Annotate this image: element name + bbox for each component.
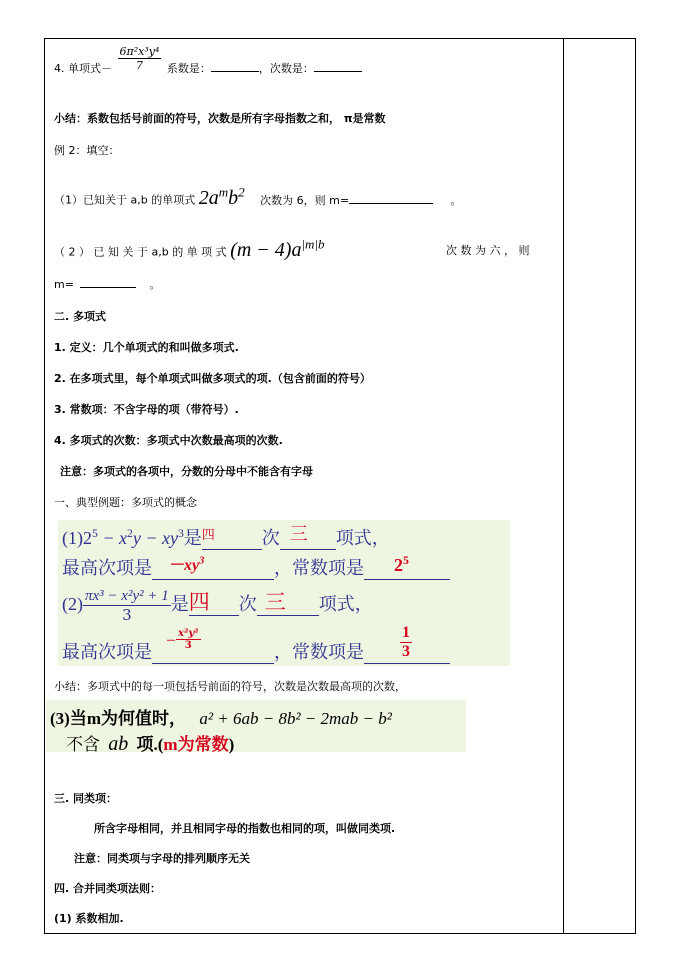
q4-frac-num: 6π²x³y⁴ [119, 44, 160, 58]
sec2-item-4: 4. 多项式的次数：多项式中次数最高项的次数. [54, 434, 283, 447]
box3-line1 [50, 704, 392, 729]
box1-ans3 [168, 552, 204, 575]
box3-line2-b: 项.( [136, 735, 164, 754]
q1-expr [198, 184, 245, 209]
box2-xiangshi: 项式， [318, 594, 373, 615]
box2-line2 [62, 624, 450, 664]
q2-expr [230, 236, 325, 261]
box1-xiangshi: 项式， [335, 528, 390, 548]
box3-line1-b: 为何值时， [101, 709, 186, 728]
sec2-item-1: 1. 定义：几个单项式的和叫做多项式. [54, 341, 239, 354]
sec3-note: 注意：同类项与字母的排列顺序无关 [74, 852, 250, 865]
box1-ans4 [394, 554, 409, 576]
column-divider [563, 38, 564, 934]
q2-text: （ 2 ） 已 知 关 于 a,b 的 单 项 式 [54, 245, 227, 259]
box2-ans4-den: 3 [402, 643, 410, 660]
q1-text: （1）已知关于 a,b 的单项式 [54, 193, 196, 207]
box2-fraction [83, 588, 171, 624]
box1-ci: 次 [261, 528, 280, 548]
sec4-item-1: (1) 系数相加. [54, 912, 124, 925]
box3-expr: a² + 6ab − 8b² − 2mab − b² [199, 709, 392, 728]
example-title: 一、典型例题：多项式的概念 [54, 496, 197, 509]
box1-ans4-sup: 5 [403, 554, 409, 567]
box2-ans3 [166, 628, 201, 651]
q2-sup: |m|b [301, 236, 325, 251]
q1-expr-a: 2a [198, 186, 219, 209]
box1-ans4-slot[interactable] [364, 554, 450, 580]
box3-line2 [66, 730, 234, 756]
box2-frac-num: πx³ − x²y² + 1 [85, 588, 169, 604]
q4-fraction [118, 45, 162, 72]
q1-sup-2: 2 [238, 184, 245, 199]
box2-ans1: 四 [188, 590, 210, 615]
q4-frac-den: 7 [135, 58, 143, 72]
q4-deg-label: ，次数是： [258, 62, 314, 75]
box2-line1 [62, 588, 373, 624]
box2-ans2-slot[interactable] [257, 590, 319, 616]
box2-ans2: 三 [264, 590, 286, 615]
box1-line2-a: 最高次项是 [62, 558, 152, 578]
box1-line1 [62, 524, 390, 550]
q1-blank[interactable] [349, 192, 433, 204]
summary-2: 小结：多项式中的每一项包括号前面的符号，次数是次数最高项的次数， [54, 680, 406, 693]
q4-coef-label: 系数是： [166, 62, 211, 75]
q4-line [54, 44, 362, 76]
page-frame [44, 38, 636, 934]
box2-ans3-sign: － [166, 636, 176, 647]
q2-expr-main: (m − 4)a [230, 238, 302, 261]
box3-line2-a: 不含 [66, 735, 100, 754]
box2-ans4 [400, 624, 412, 661]
q2-line2 [54, 276, 160, 292]
q2-tail: 次 数 为 六 ， 则 [446, 244, 530, 257]
q1-tail: 次数为 6，则 m= [260, 193, 350, 207]
sec2-title: 二. 多项式 [54, 310, 107, 323]
box2-ans4-slot[interactable] [364, 624, 450, 664]
box2-ans3-slot[interactable] [152, 628, 274, 664]
q1-sup-m: m [218, 184, 229, 199]
box2-frac-den: 3 [122, 606, 132, 624]
box1-pre: (1)2 [62, 528, 92, 548]
box2-ans4-num: 1 [402, 624, 410, 641]
box2-ans3-frac [176, 628, 201, 651]
sec2-item-3: 3. 常数项：不含字母的项（带符号）. [54, 403, 239, 416]
sec3-def: 所含字母相同，并且相同字母的指数也相同的项，叫做同类项. [94, 822, 396, 835]
box1-ans3-sup: 3 [199, 555, 205, 567]
box1-ans1: 四 [201, 527, 215, 542]
box1-is: 是 [183, 528, 202, 548]
box2-is: 是 [170, 594, 189, 615]
box1-ans4-base: 2 [394, 555, 403, 575]
box2-pre: (2) [62, 594, 83, 615]
box1-ans3-slot[interactable] [152, 555, 274, 580]
q4-deg-blank[interactable] [314, 60, 362, 72]
example-2-title: 例 2：填空： [54, 144, 120, 157]
sec2-item-2: 2. 在多项式里，每个单项式叫做多项式的项.（包含前面的符号） [54, 372, 371, 385]
summary-1: 小结：系数包括号前面的符号，次数是所有字母指数之和， π是常数 [54, 112, 386, 125]
box1-ans2: 三 [289, 524, 308, 544]
box2-ans3-den: 3 [184, 640, 192, 651]
q4-coef-blank[interactable] [211, 60, 259, 72]
box1-ans1-slot[interactable] [202, 528, 262, 550]
box2-ci: 次 [238, 594, 257, 615]
box2-line2-a: 最高次项是 [62, 642, 152, 662]
box3-note: m为常数 [163, 735, 229, 754]
box3-line2-c: ) [228, 735, 235, 754]
box1-sup3: 3 [177, 527, 184, 540]
box1-sup1: 5 [92, 527, 98, 540]
box1-line2-b: ，常数项是 [274, 558, 364, 578]
box1-mid1: − x [97, 528, 127, 548]
q2-blank[interactable] [80, 276, 136, 288]
q1-line [54, 184, 462, 210]
box1-mid2: y − xy [132, 528, 178, 548]
q2-end: 。 [149, 278, 161, 291]
sec2-note: 注意：多项式的各项中，分数的分母中不能含有字母 [60, 465, 313, 478]
sec3-title: 三. 同类项： [54, 792, 118, 805]
box1-sup2: 2 [126, 527, 133, 540]
box3-m: m [86, 709, 101, 728]
q1-expr-b: b [228, 186, 239, 209]
box2-ans3-num: x²y² [178, 628, 199, 639]
box3-ab: ab [108, 733, 129, 755]
box1-ans2-slot[interactable] [280, 524, 336, 550]
q1-end: 。 [450, 193, 462, 207]
q2-line [54, 236, 325, 262]
box2-line2-b: ，常数项是 [274, 642, 364, 662]
q4-label: 4. 单项式－ [54, 62, 112, 75]
box2-ans1-slot[interactable] [188, 590, 239, 616]
box1-line2 [62, 554, 450, 580]
box3-line1-a: (3)当 [50, 709, 87, 728]
sec4-title: 四. 合并同类项法则： [54, 882, 162, 895]
box1-ans3-pre: －xy [168, 557, 200, 574]
q2-m-label: m= [54, 278, 74, 291]
